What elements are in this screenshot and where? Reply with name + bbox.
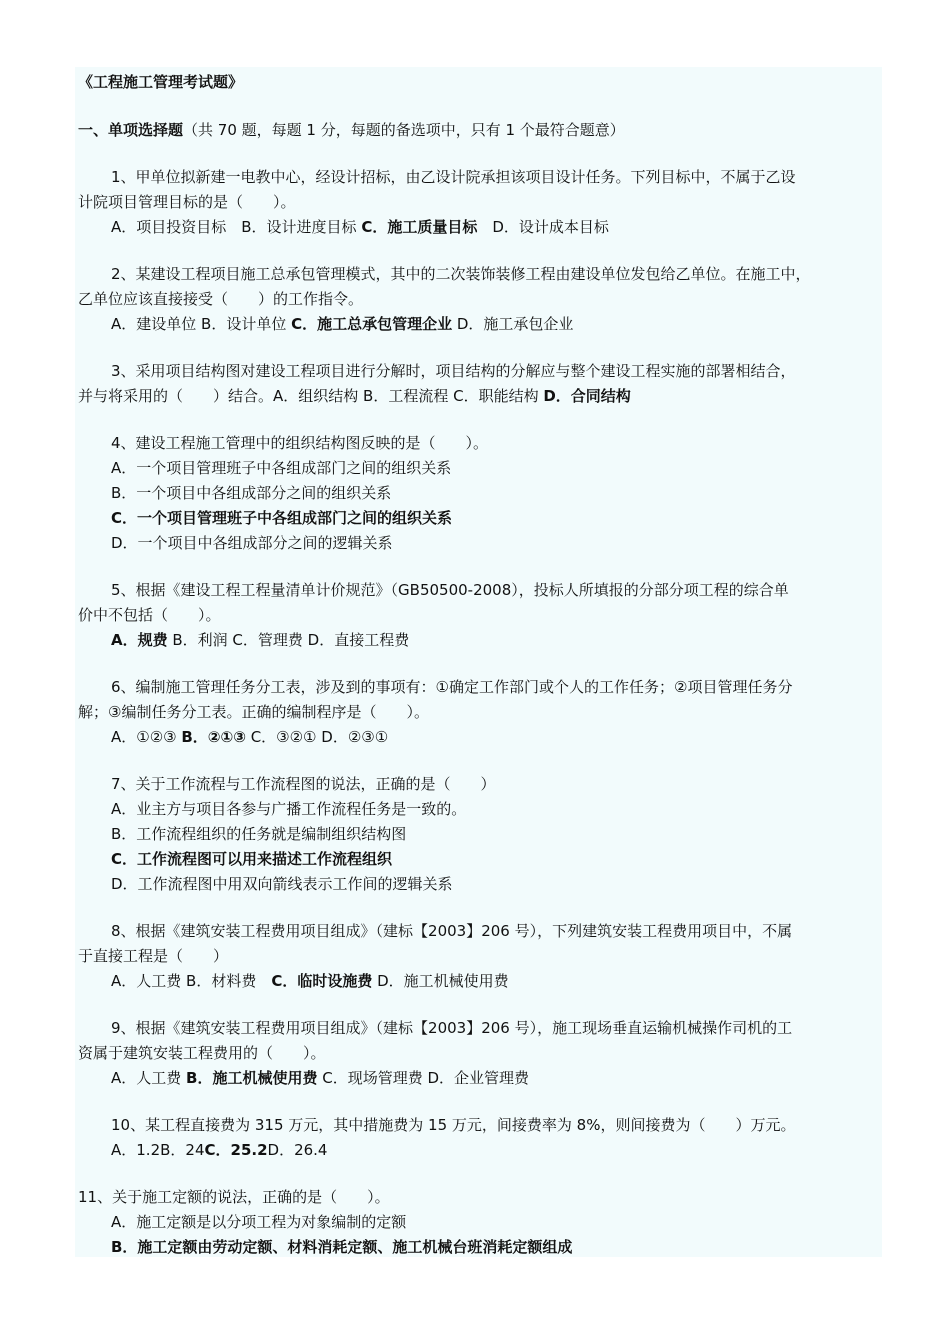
- q4-option-d: D．一个项目中各组成部分之间的逻辑关系: [111, 534, 393, 552]
- q7-option-a: A．业主方与项目各参与广播工作流程任务是一致的。: [111, 800, 467, 818]
- q8-answer-c: C．临时设施费: [271, 972, 373, 990]
- q1-option-ab: A．项目投资目标 B．设计进度目标: [111, 218, 362, 236]
- section-heading: [78, 120, 625, 140]
- q6-answer-b: B．②①③: [181, 728, 246, 746]
- q9-options: [111, 1068, 529, 1088]
- q4-answer-c: C．一个项目管理班子中各组成部门之间的组织关系: [111, 509, 453, 527]
- q10-option-d: D．26.4: [267, 1141, 328, 1159]
- q10-options: [111, 1140, 327, 1160]
- q2-answer-c: C．施工总承包管理企业: [291, 315, 453, 333]
- q8-option-ab: A．人工费 B．材料费: [111, 972, 272, 990]
- q10-stem: 10、某工程直接费为 315 万元，其中措施费为 15 万元，间接费率为 8%，则间接费为（ ）万元。: [111, 1116, 796, 1134]
- q2-option-ab: A．建设单位 B．设计单位: [111, 315, 292, 333]
- q7-answer-c: C．工作流程图可以用来描述工作流程组织: [111, 850, 393, 868]
- q1-options: [111, 217, 609, 237]
- q6-stem-line2: 解；③编制任务分工表。正确的编制程序是（ ）。: [78, 703, 429, 721]
- q10-option-ab: A．1.2B．24: [111, 1141, 205, 1159]
- q3-answer-d: D．合同结构: [543, 387, 631, 405]
- q5-option-rest: B．利润 C．管理费 D．直接工程费: [167, 631, 410, 649]
- q4-stem: 4、建设工程施工管理中的组织结构图反映的是（ ）。: [111, 434, 489, 452]
- q7-option-b: B．工作流程组织的任务就是编制组织结构图: [111, 825, 407, 843]
- q5-stem-line2: 价中不包括（ ）。: [78, 606, 221, 624]
- q9-stem-line2: 资属于建筑安装工程费用的（ ）。: [78, 1044, 326, 1062]
- q5-answer-a: A．规费: [111, 631, 168, 649]
- section-label: 一、单项选择题: [78, 121, 184, 139]
- q4-option-b: B．一个项目中各组成部分之间的组织关系: [111, 484, 392, 502]
- q2-options: [111, 314, 573, 334]
- document-body: [75, 67, 882, 1257]
- q4-option-a: A．一个项目管理班子中各组成部门之间的组织关系: [111, 459, 452, 477]
- q6-options: [111, 727, 388, 747]
- document-title: 《工程施工管理考试题》: [78, 73, 244, 91]
- q8-options: [111, 971, 509, 991]
- q9-stem-line1: 9、根据《建筑安装工程费用项目组成》（建标【2003】206 号），施工现场垂直运输机械操作司机的工: [111, 1019, 793, 1037]
- q1-option-d: D．设计成本目标: [477, 218, 609, 236]
- q7-stem: 7、关于工作流程与工作流程图的说法，正确的是（ ）: [111, 775, 496, 793]
- section-note: （共 70 题，每题 1 分，每题的备选项中，只有 1 个最符合题意）: [183, 121, 625, 139]
- q8-stem-line1: 8、根据《建筑安装工程费用项目组成》（建标【2003】206 号），下列建筑安装工程费用项目中，不属: [111, 922, 793, 940]
- q2-option-d: D．施工承包企业: [452, 315, 574, 333]
- q10-answer-c: C．25.2: [204, 1141, 268, 1159]
- q11-stem: 11、关于施工定额的说法，正确的是（ ）。: [78, 1188, 390, 1206]
- q9-option-a: A．人工费: [111, 1069, 187, 1087]
- q1-stem-line1: 1、甲单位拟新建一电教中心，经设计招标，由乙设计院承担该项目设计任务。下列目标中，不属于乙设: [111, 168, 796, 186]
- q2-stem-line2: 乙单位应该直接接受（ ）的工作指令。: [78, 290, 364, 308]
- q5-options: [111, 630, 409, 650]
- q9-option-rest: C．现场管理费 D．企业管理费: [317, 1069, 530, 1087]
- q8-stem-line2: 于直接工程是（ ）: [78, 947, 229, 965]
- q9-answer-b: B．施工机械使用费: [186, 1069, 318, 1087]
- q1-stem-line2: 计院项目管理目标的是（ ）。: [78, 193, 296, 211]
- q6-option-a: A．①②③: [111, 728, 182, 746]
- q6-option-rest: C．③②① D．②③①: [245, 728, 389, 746]
- q3-stem-line2: [78, 386, 631, 406]
- q5-stem-line1: 5、根据《建设工程工程量清单计价规范》（GB50500-2008），投标人所填报的分部分项工程的综合单: [111, 581, 789, 599]
- q3-stem-options: 并与将采用的（ ）结合。A．组织结构 B．工程流程 C．职能结构: [78, 387, 544, 405]
- q11-answer-b: B．施工定额由劳动定额、材料消耗定额、施工机械台班消耗定额组成: [111, 1238, 573, 1256]
- q1-answer-c: C．施工质量目标: [361, 218, 478, 236]
- q7-option-d: D．工作流程图中用双向箭线表示工作间的逻辑关系: [111, 875, 453, 893]
- q8-option-d: D．施工机械使用费: [372, 972, 509, 990]
- q6-stem-line1: 6、编制施工管理任务分工表，涉及到的事项有：①确定工作部门或个人的工作任务；②项目管理任务分: [111, 678, 793, 696]
- q2-stem-line1: 2、某建设工程项目施工总承包管理模式，其中的二次装饰装修工程由建设单位发包给乙单位。在施工中，: [111, 265, 811, 283]
- q11-option-a: A．施工定额是以分项工程为对象编制的定额: [111, 1213, 407, 1231]
- q3-stem-line1: 3、采用项目结构图对建设工程项目进行分解时，项目结构的分解应与整个建设工程实施的部署相结合，: [111, 362, 796, 380]
